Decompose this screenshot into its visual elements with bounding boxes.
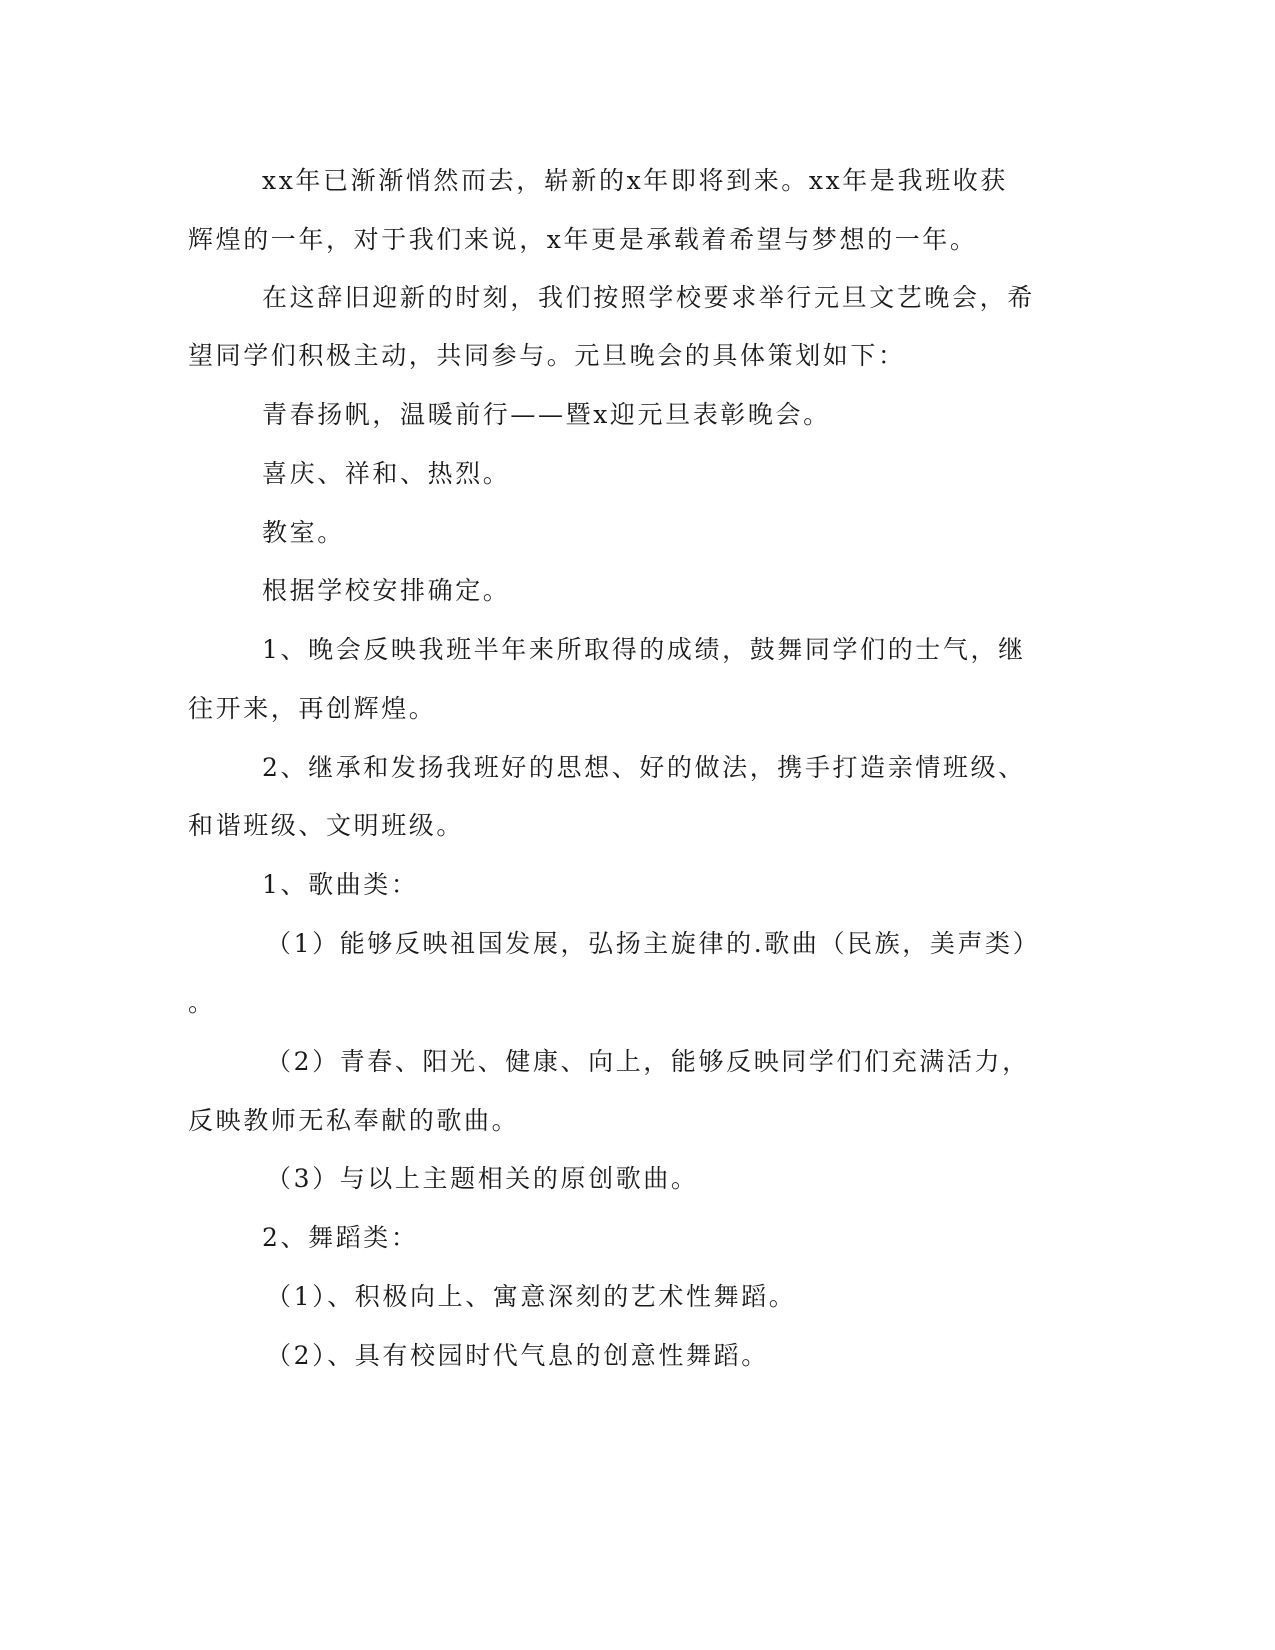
paragraph-line: （2）、具有校园时代气息的创意性舞蹈。 bbox=[266, 1341, 769, 1370]
paragraph-line: 1、晚会反映我班半年来所取得的成绩，鼓舞同学们的士气，继 bbox=[262, 635, 1026, 664]
paragraph-line: 。 bbox=[188, 988, 216, 1017]
paragraph-line: （1）能够反映祖国发展，弘扬主旋律的.歌曲（民族，美声类） bbox=[266, 929, 1041, 958]
paragraph-line: 和谐班级、文明班级。 bbox=[188, 811, 465, 840]
paragraph-line: （2）青春、阳光、健康、向上，能够反映同学们们充满活力， bbox=[266, 1047, 1030, 1076]
paragraph-line: xx年已渐渐悄然而去，崭新的x年即将到来。xx年是我班收获 bbox=[262, 166, 1008, 195]
paragraph-line: （3）与以上主题相关的原创歌曲。 bbox=[266, 1164, 699, 1193]
paragraph-line: 2、继承和发扬我班好的思想、好的做法，携手打造亲情班级、 bbox=[262, 753, 1026, 782]
paragraph-line: 反映教师无私奉献的歌曲。 bbox=[188, 1106, 520, 1135]
paragraph-line: 辉煌的一年，对于我们来说，x年更是承载着希望与梦想的一年。 bbox=[188, 225, 978, 254]
paragraph-line: 根据学校安排确定。 bbox=[262, 576, 511, 605]
paragraph-line: 1、歌曲类： bbox=[262, 870, 419, 899]
paragraph-line: 青春扬帆，温暖前行——暨x迎元旦表彰晚会。 bbox=[262, 400, 831, 429]
paragraph-line: 往开来，再创辉煌。 bbox=[188, 694, 437, 723]
paragraph-line: （1）、积极向上、寓意深刻的艺术性舞蹈。 bbox=[266, 1282, 797, 1311]
paragraph-line: 2、舞蹈类： bbox=[262, 1223, 419, 1252]
paragraph-line: 教室。 bbox=[262, 518, 345, 547]
paragraph-line: 喜庆、祥和、热烈。 bbox=[262, 459, 511, 488]
paragraph-line: 望同学们积极主动，共同参与。元旦晚会的具体策划如下： bbox=[188, 341, 906, 370]
paragraph-line: 在这辞旧迎新的时刻，我们按照学校要求举行元旦文艺晚会，希 bbox=[262, 283, 1035, 312]
